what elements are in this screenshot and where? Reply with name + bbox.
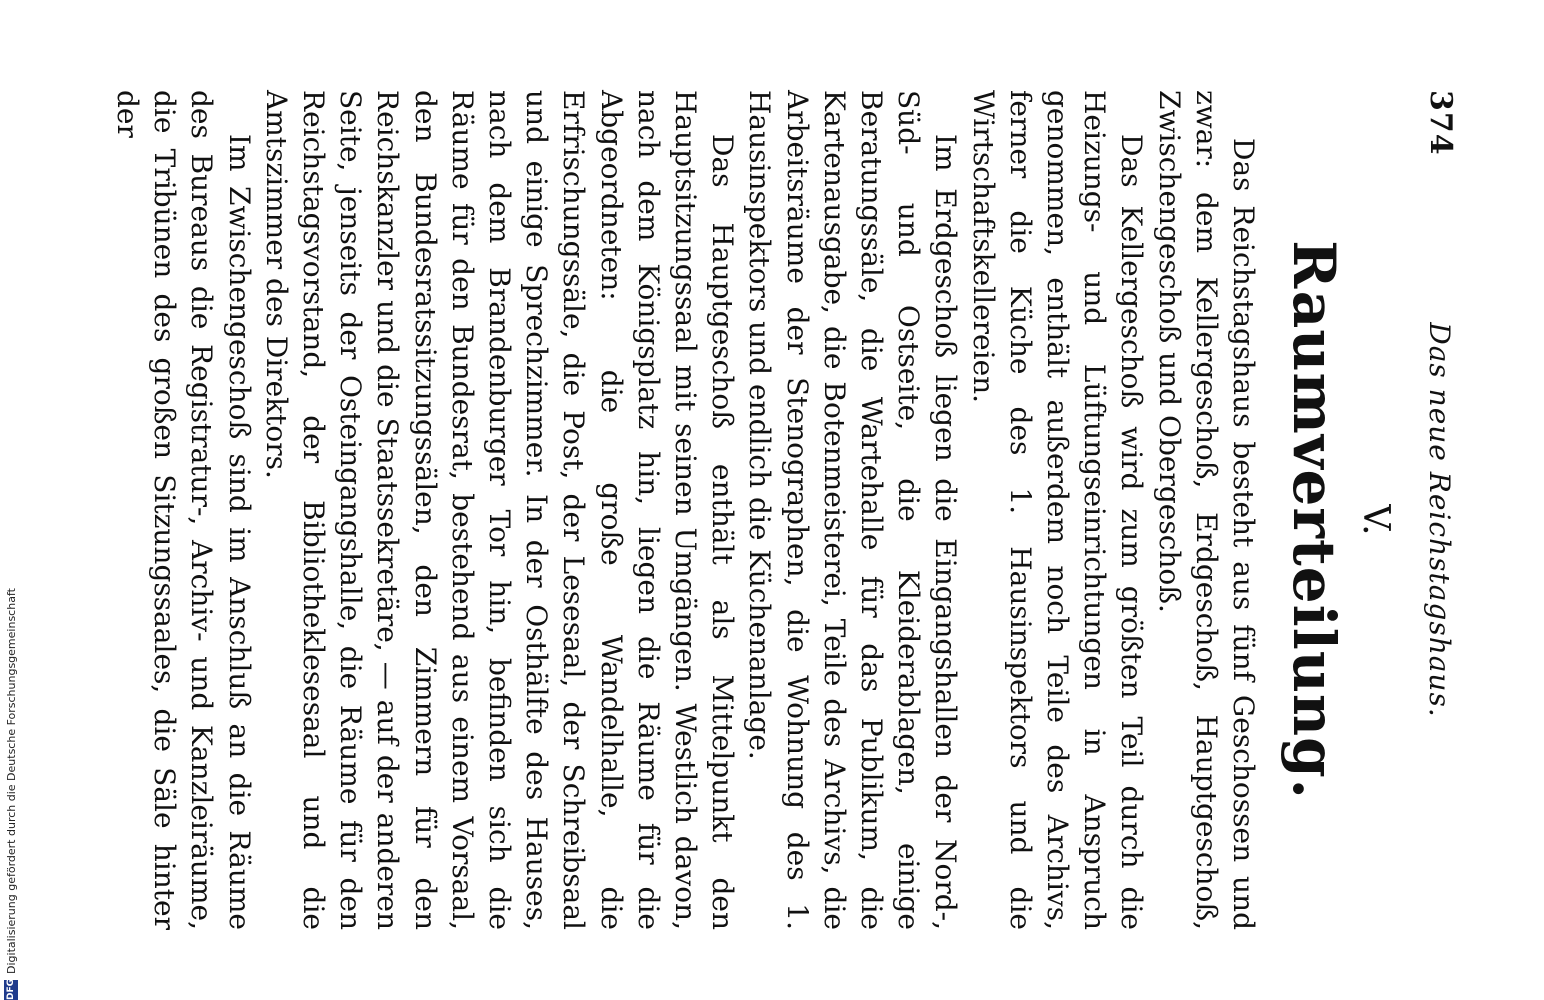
body-text xyxy=(109,90,1262,930)
funding-note: Digitalisierung gefördert durch die Deutsche Forschungsgemeinschaft xyxy=(4,588,18,974)
running-head xyxy=(1418,90,1460,950)
running-title: Das neue Reichstagshaus. xyxy=(1423,322,1456,718)
paragraph-1: Das Reichstagshaus besteht aus fünf Geschossen und zwar: dem Kellergeschoß, Erdgeschoß, Hauptgeschoß, Zwischengeschoß und Obergeschoß. xyxy=(1152,90,1260,930)
paragraph-5: Im Zwischengeschoß sind im Anschluß an die Räume des Bureaus die Registratur-, Archiv- und Kanzleiräume, die Tribünen des großen Sitzungssaales, die Säle hinter der xyxy=(110,90,256,930)
chapter-title: Raumverteilung. xyxy=(1280,240,1348,800)
page-number: 374 xyxy=(1423,90,1458,156)
paragraph-4: Das Hauptgeschoß enthält als Mittelpunkt den Hauptsitzungssaal mit seinen Umgängen. Westlich davon, nach dem Königsplatz hin, liegen die Räume für die Abgeordneten: die große Wandelhalle, die Erfrischungssäle, die Post, der Lesesaal, der Schreibsaal und einige Sprechzimmer. In der Osthälfte des Hauses, nach dem Brandenburger Tor hin, befinden sich die Räume für den Bundesrat, bestehend aus einem Vorsaal, den Bundesratssitzungssälen, den Zimmern für den Reichskanzler und die Staatssekretäre, — auf der anderen Seite, jenseits der Osteingangshalle, die Räume für den Reichstagsvorstand, der Bibliotheklesesaal und die Amtszimmer des Direktors. xyxy=(259,90,740,930)
dfg-logo-icon: DFG xyxy=(6,978,16,1000)
chapter-number: V. xyxy=(1355,504,1396,536)
funding-sidebar xyxy=(4,0,18,1000)
book-page xyxy=(110,90,1460,950)
paragraph-2: Das Kellergeschoß wird zum größten Teil durch die Heizungs- und Lüftungseinrichtungen in Anspruch genommen, enthält außerdem noch Teile des Archivs, ferner die Küche des 1. Hausinspektors und die Wirtschaftskellereien. xyxy=(966,90,1149,930)
paragraph-3: Im Erdgeschoß liegen die Eingangshallen der Nord-, Süd- und Ostseite, die Kleiderablagen, einige Beratungssäle, die Wartehalle für das Publikum, die Kartenausgabe, die Botenmeisterei, Teile des Archivs, die Arbeitsräume der Stenographen, die Wohnung des 1. Hausinspektors und endlich die Küchenanlage. xyxy=(743,90,963,930)
